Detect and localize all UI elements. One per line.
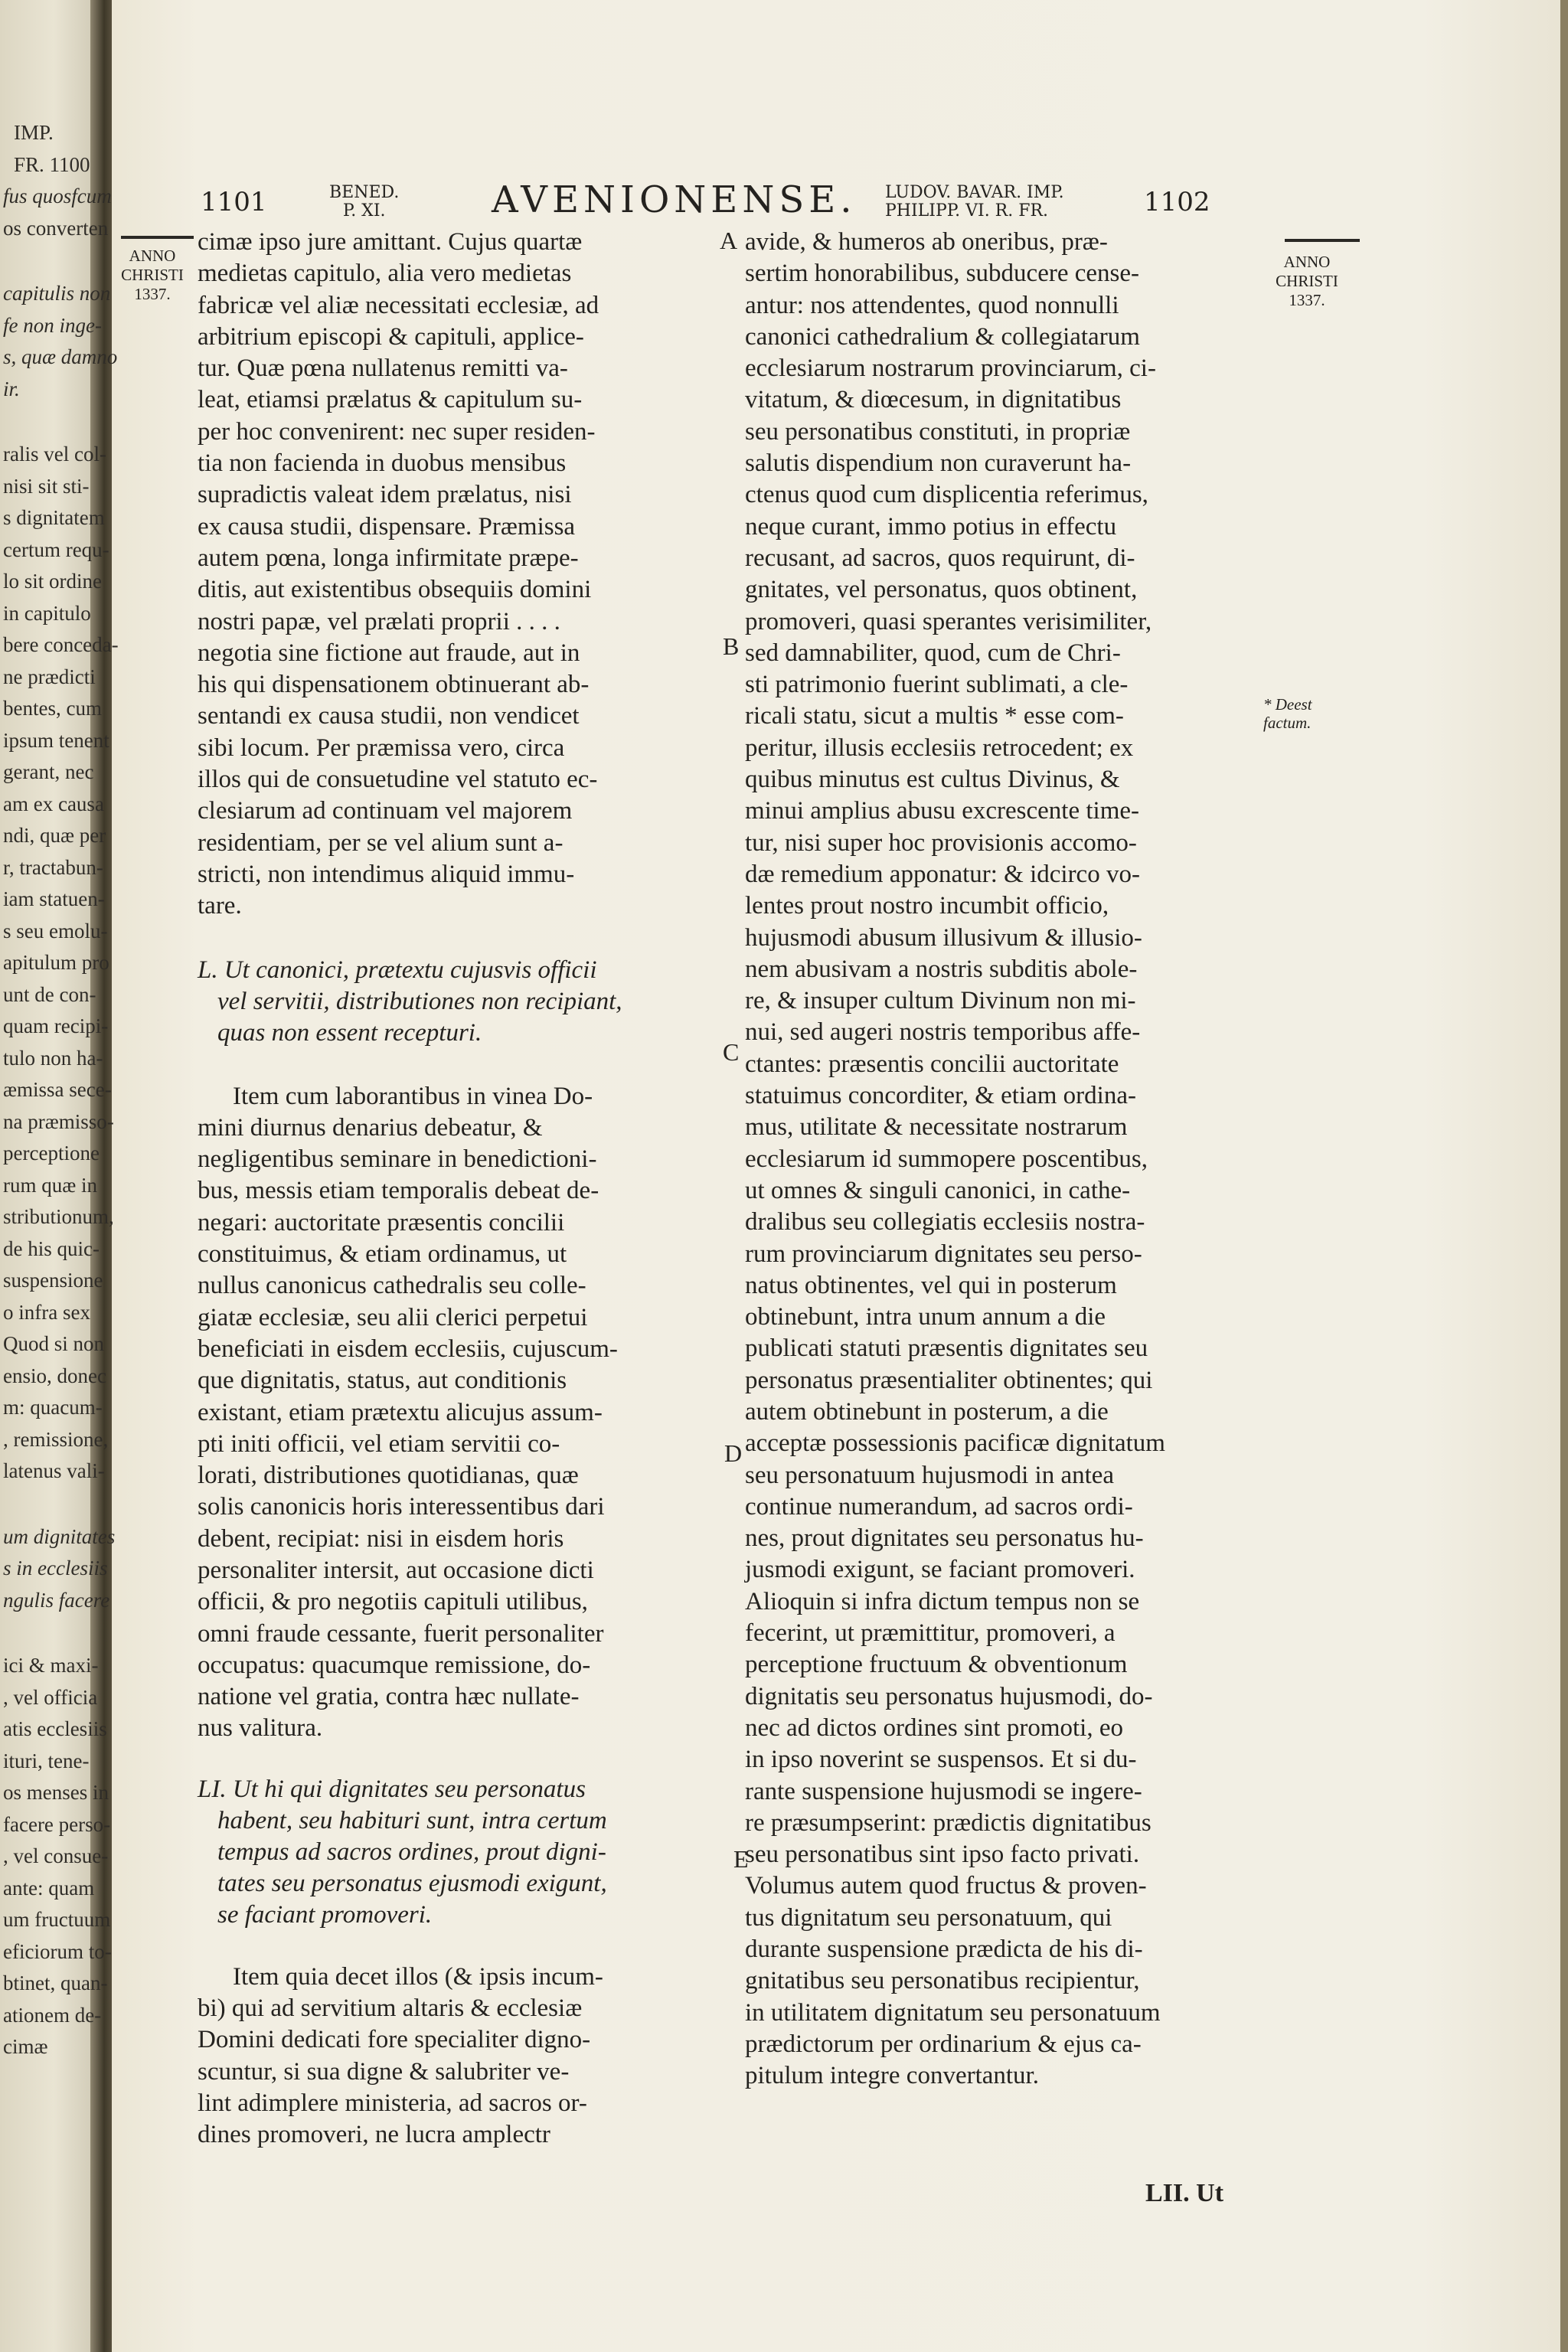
- text-line: Alioquin si infra dictum tempus non se: [745, 1587, 1140, 1615]
- text-line: avide, & humeros ab oneribus, præ-: [745, 228, 1108, 256]
- heading-section-l: [198, 955, 726, 1049]
- text-line: tia non facienda in duobus mensibus: [198, 449, 567, 478]
- text-line: scuntur, si sua digne & salubriter ve-: [198, 2057, 570, 2086]
- heading-line: quas non essent recepturi.: [217, 1018, 482, 1047]
- text-line: Item quia decet illos (& ipsis incum-: [233, 1962, 603, 1991]
- left-page-line: in capitulo: [3, 601, 91, 625]
- text-line: peritur, illusis ecclesiis retrocedent; ex: [745, 733, 1134, 762]
- text-line: giatæ ecclesiæ, seu alii clerici perpetui: [198, 1303, 588, 1331]
- text-line: personaliter intersit, aut occasione dicti: [198, 1556, 594, 1584]
- text-line: seu personatuum hujusmodi in antea: [745, 1461, 1115, 1489]
- left-page-line: ationem de-: [3, 2003, 102, 2027]
- page-edge: [1560, 0, 1568, 2352]
- left-page-line: ensio, donec: [3, 1364, 106, 1387]
- left-column: [198, 227, 726, 2151]
- text-line: obtinebunt, intra unum annum a die: [745, 1303, 1106, 1331]
- left-page-line: iam statuen-: [3, 887, 105, 910]
- text-line: statuimus concorditer, & etiam ordina-: [745, 1082, 1136, 1110]
- text-line: negligentibus seminare in benedictioni-: [198, 1145, 597, 1174]
- side-letter-d: D: [724, 1439, 743, 1467]
- left-page-line: ituri, tene-: [3, 1749, 90, 1772]
- left-page-line: um fructuum: [3, 1908, 111, 1931]
- left-page-line: , vel consue-: [3, 1844, 109, 1867]
- text-line: negotia sine fictione aut fraude, aut in: [198, 639, 580, 667]
- text-line: minui amplius abusu excrescente time-: [745, 797, 1140, 825]
- heading-line: tempus ad sacros ordines, prout digni-: [217, 1838, 606, 1866]
- left-page-line: am ex causa: [3, 792, 104, 815]
- left-page-line: unt de con-: [3, 982, 96, 1006]
- left-page-line: IMP.: [14, 121, 54, 144]
- left-page-line: btinet, quan-: [3, 1971, 108, 1994]
- text-line: residentiam, per se vel alium sunt a-: [198, 828, 564, 857]
- text-line: nullus canonicus cathedralis seu colle-: [198, 1272, 586, 1300]
- left-page-line: os converten: [3, 216, 109, 240]
- text-line: jusmodi exigunt, se faciant promoveri.: [745, 1556, 1135, 1584]
- catchword: LII. Ut: [1145, 2179, 1224, 2207]
- text-line: constituimus, & etiam ordinamus, ut: [198, 1240, 567, 1269]
- text-line: arbitrium episcopi & capituli, applice-: [198, 322, 584, 351]
- left-page-line: fe non inge-: [3, 313, 102, 337]
- text-line: que dignitatis, status, aut conditionis: [198, 1367, 567, 1395]
- text-line: nec ad dictos ordines sint promoti, eo: [745, 1713, 1123, 1742]
- left-page-line: ne prædicti: [3, 665, 96, 688]
- text-line: tus dignitatum seu personatuum, qui: [745, 1903, 1112, 1932]
- paragraph-section-l: [198, 1081, 726, 1745]
- left-page-line: bere conceda-: [3, 633, 119, 656]
- text-line: antur: nos attendentes, quod nonnulli: [745, 291, 1119, 319]
- heading-line: vel servitii, distributiones non recipiant,: [217, 987, 622, 1015]
- side-letter-a: A: [720, 227, 738, 254]
- text-line: Domini dedicati fore specialiter digno-: [198, 2026, 591, 2054]
- right-column: [745, 227, 1266, 2092]
- side-letter-e: E: [733, 1845, 749, 1873]
- text-line: in ipso noverint se suspensos. Et si du-: [745, 1746, 1137, 1774]
- anno-right: ANNO CHRISTI 1337.: [1276, 253, 1338, 309]
- left-page-line: na præmisso-: [3, 1109, 114, 1133]
- text-line: ex causa studii, dispensare. Præmissa: [198, 512, 576, 541]
- text-line: canonici cathedralium & collegiatarum: [745, 322, 1140, 351]
- page-number-right: 1102: [1144, 187, 1210, 217]
- text-line: neque curant, immo potius in effectu: [745, 512, 1117, 541]
- text-line: in utilitatem dignitatum seu personatuum: [745, 1998, 1161, 2027]
- text-line: ctenus quod cum displicentia referimus,: [745, 481, 1148, 509]
- text-line: mini diurnus denarius debeatur, &: [198, 1113, 543, 1142]
- left-page-line: ir.: [3, 377, 20, 400]
- text-line: sentandi ex causa studii, non vendicet: [198, 702, 580, 730]
- side-letter-c: C: [723, 1038, 740, 1066]
- text-line: ricali statu, sicut a multis * esse com-: [745, 702, 1124, 730]
- left-page-line: ipsum tenent: [3, 728, 109, 752]
- text-line: prædictorum per ordinarium & ejus ca-: [745, 2030, 1142, 2058]
- left-page-line: latenus vali-: [3, 1459, 105, 1482]
- text-line: ctantes: præsentis concilii auctoritate: [745, 1050, 1119, 1078]
- left-page-line: Quod si non: [3, 1332, 105, 1355]
- text-line: medietas capitulo, alia vero medietas: [198, 260, 572, 288]
- left-page-line: r, tractabun-: [3, 855, 103, 879]
- ludov-label: LUDOV. BAVAR. IMP. PHILIPP. VI. R. FR.: [885, 183, 1064, 220]
- left-page-line: s, quæ damno: [3, 345, 118, 368]
- left-page-line: æmissa sece-: [3, 1078, 112, 1101]
- text-line: fecerint, ut præmittitur, promoveri, a: [745, 1619, 1116, 1648]
- text-line: leat, etiamsi prælatus & capitulum su-: [198, 386, 583, 414]
- text-line: his qui dispensationem obtinuerant ab-: [198, 671, 590, 699]
- text-line: lorati, distributiones quotidianas, quæ: [198, 1462, 579, 1490]
- left-page-line: bentes, cum: [3, 697, 102, 720]
- text-line: hujusmodi abusum illusivum & illusio-: [745, 923, 1142, 952]
- text-line: per hoc convenirent: nec super residen-: [198, 417, 596, 446]
- text-line: durante suspensione prædicta de his di-: [745, 1936, 1143, 1964]
- text-line: dignitatis seu personatus hujusmodi, do-: [745, 1682, 1153, 1710]
- bened-label: BENED. P. XI.: [329, 183, 400, 220]
- text-line: debent, recipiat: nisi in eisdem horis: [198, 1524, 564, 1553]
- text-line: quibus minutus est cultus Divinus, &: [745, 766, 1120, 794]
- side-letter-b: B: [723, 632, 740, 660]
- left-page-line: ici & maxi-: [3, 1654, 99, 1677]
- text-line: recusant, ad sacros, quos requirunt, di-: [745, 544, 1135, 572]
- heading-line: LI. Ut hi qui dignitates seu personatus: [198, 1775, 586, 1803]
- text-line: cimæ ipso jure amittant. Cujus quartæ: [198, 228, 583, 256]
- marginal-note: * Deest factum.: [1263, 695, 1312, 732]
- left-page-line: fus quosfcum: [3, 185, 112, 207]
- text-line: nem abusivam a nostris subditis abole-: [745, 955, 1138, 983]
- text-line: existant, etiam prætextu alicujus assum-: [198, 1398, 603, 1426]
- left-page-line: o infra sex: [3, 1300, 90, 1324]
- text-line: clesiarum ad continuam vel majorem: [198, 797, 573, 825]
- text-line: bi) qui ad servitium altaris & ecclesiæ: [198, 1994, 583, 2023]
- text-line: perceptione fructuum & obventionum: [745, 1651, 1128, 1679]
- text-line: ditis, aut existentibus obsequiis domini: [198, 576, 592, 604]
- text-line: promoveri, quasi sperantes verisimiliter,: [745, 607, 1152, 635]
- rule-left: [121, 236, 194, 239]
- left-page-line: s dignitatem: [3, 506, 105, 529]
- left-page-line: um dignitates: [3, 1524, 116, 1548]
- text-line: lint adimplere ministeria, ad sacros or-: [198, 2089, 587, 2117]
- text-line: personatus præsentialiter obtinentes; qui: [745, 1366, 1153, 1394]
- text-line: natione vel gratia, contra hæc nullate-: [198, 1683, 580, 1711]
- text-line: illos qui de consuetudine vel statuto ec-: [198, 766, 598, 794]
- text-line: ecclesiarum id summopere poscentibus,: [745, 1145, 1148, 1173]
- heading-line: habent, seu habituri sunt, intra certum: [217, 1806, 607, 1834]
- text-line: nus valitura.: [198, 1714, 323, 1743]
- text-line: tare.: [198, 892, 242, 920]
- text-line: salutis dispendium non curaverunt ha-: [745, 449, 1132, 478]
- left-page-line: FR. 1100: [14, 152, 90, 176]
- text-line: nostri papæ, vel prælati proprii . . . .: [198, 607, 560, 635]
- text-line: dralibus seu collegiatis ecclesiis nostra-: [745, 1208, 1145, 1236]
- left-page-line: certum requ-: [3, 537, 109, 561]
- text-line: rante suspensione hujusmodi se ingere-: [745, 1777, 1142, 1805]
- text-line: sed damnabiliter, quod, cum de Chri-: [745, 639, 1121, 667]
- text-line: re, & insuper cultum Divinum non mi-: [745, 987, 1136, 1015]
- anno-left: ANNO CHRISTI 1337.: [121, 247, 184, 303]
- text-line: pitulum integre convertantur.: [745, 2062, 1039, 2090]
- text-line: nes, prout dignitates seu personatus hu-: [745, 1524, 1144, 1553]
- text-line: ut omnes & singuli canonici, in cathe-: [745, 1176, 1131, 1204]
- text-line: Volumus autem quod fructus & proven-: [745, 1872, 1147, 1900]
- text-line: dines promoveri, ne lucra amplectr: [198, 2121, 550, 2149]
- text-line: acceptæ possessionis pacificæ dignitatum: [745, 1429, 1165, 1458]
- left-page-line: m: quacum-: [3, 1396, 103, 1419]
- left-page-line: ngulis facere: [3, 1588, 110, 1612]
- left-page-line: stributionum,: [3, 1205, 114, 1228]
- text-line: occupatus: quacumque remissione, do-: [198, 1651, 591, 1679]
- left-page-line: , remissione,: [3, 1427, 109, 1451]
- text-line: publicati statuti præsentis dignitates seu: [745, 1334, 1148, 1363]
- left-page-line: capitulis non: [3, 282, 111, 305]
- left-page-line: apitulum pro: [3, 951, 109, 974]
- left-page-line: ndi, quæ per: [3, 824, 106, 847]
- left-page-line: cimæ: [3, 2035, 48, 2058]
- text-line: bus, messis etiam temporalis debeat de-: [198, 1177, 599, 1205]
- left-page-line: nisi sit sti-: [3, 474, 90, 498]
- left-page-line: s in ecclesiis: [3, 1557, 108, 1579]
- text-line: officii, & pro negotiis capituli utilibus,: [198, 1588, 588, 1616]
- text-line: rum provinciarum dignitates seu perso-: [745, 1240, 1142, 1268]
- heading-line: L. Ut canonici, prætextu cujusvis officii: [198, 956, 597, 984]
- text-line: autem pœna, longa infirmitate præpe-: [198, 544, 579, 572]
- text-line: natus obtinentes, vel qui in posterum: [745, 1271, 1117, 1299]
- left-page-line: gerant, nec: [3, 760, 94, 783]
- heading-section-li: [198, 1774, 726, 1931]
- left-page-line: facere perso-: [3, 1812, 111, 1836]
- left-page-line: , vel officia: [3, 1685, 98, 1709]
- text-line: nui, sed augeri nostris temporibus affe-: [745, 1018, 1141, 1047]
- text-line: solis canonicis horis interessentibus dari: [198, 1493, 605, 1521]
- left-page-line: perceptione: [3, 1142, 100, 1165]
- left-page-line: de his quic-: [3, 1236, 100, 1260]
- text-line: mus, utilitate & necessitate nostrarum: [745, 1113, 1128, 1142]
- text-line: autem obtinebunt in posterum, a die: [745, 1397, 1109, 1426]
- text-line: seu personatibus sint ipso facto privati.: [745, 1841, 1140, 1869]
- text-line: vitatum, & diœcesum, in dignitatibus: [745, 386, 1122, 414]
- left-page-line: ante: quam: [3, 1876, 95, 1900]
- paragraph-decree-end: [198, 227, 726, 923]
- left-page-line: suspensione: [3, 1269, 103, 1292]
- text-line: sibi locum. Per præmissa vero, circa: [198, 733, 565, 762]
- text-line: continue numerandum, ad sacros ordi-: [745, 1492, 1133, 1521]
- left-page-line: eficiorum to-: [3, 1939, 112, 1963]
- text-line: gnitates, vel personatus, quos obtinent,: [745, 576, 1138, 604]
- text-line: Item cum laborantibus in vinea Do-: [233, 1082, 593, 1110]
- text-line: seu personatibus constituti, in propriæ: [745, 417, 1131, 446]
- text-line: tur. Quæ pœna nullatenus remitti va-: [198, 354, 568, 383]
- text-line: dæ remedium apponatur: & idcirco vo-: [745, 860, 1140, 888]
- text-line: sti patrimonio fuerint sublimati, a cle-: [745, 671, 1129, 699]
- text-line: omni fraude cessante, fuerit personaliter: [198, 1619, 604, 1648]
- text-line: negari: auctoritate præsentis concilii: [198, 1208, 565, 1236]
- left-page-line: tulo non ha-: [3, 1046, 103, 1070]
- left-page-line: lo sit ordine: [3, 570, 102, 593]
- text-line: fabricæ vel aliæ necessitati ecclesiæ, ad: [198, 291, 599, 319]
- text-line: sertim honorabilibus, subducere cense-: [745, 260, 1140, 288]
- rule-right: [1285, 239, 1360, 242]
- left-page-line: rum quæ in: [3, 1173, 98, 1197]
- heading-line: tates seu personatus ejusmodi exigunt,: [217, 1869, 607, 1897]
- paragraph-section-li: [198, 1962, 726, 2151]
- text-line: stricti, non intendimus aliquid immu-: [198, 860, 575, 888]
- text-line: supradictis valeat idem prælatus, nisi: [198, 481, 572, 509]
- page-title: AVENIONENSE.: [492, 178, 857, 221]
- text-line: lentes prout nostro incumbit officio,: [745, 892, 1109, 920]
- text-line: re præsumpserint: prædictis dignitatibus: [745, 1808, 1152, 1837]
- left-page-line: atis ecclesiis: [3, 1717, 107, 1740]
- left-page-line: s seu emolu-: [3, 919, 108, 942]
- text-line: tur, nisi super hoc provisionis accomo-: [745, 828, 1137, 857]
- left-page-line: os menses in: [3, 1781, 109, 1804]
- page-number-left: 1101: [201, 187, 267, 217]
- heading-line: se faciant promoveri.: [217, 1900, 433, 1929]
- left-page-line: quam recipi-: [3, 1014, 109, 1037]
- left-page-line: ralis vel col-: [3, 443, 106, 466]
- text-line: pti initi officii, vel etiam servitii co-: [198, 1429, 560, 1458]
- text-line: beneficiati in eisdem ecclesiis, cujuscum-: [198, 1334, 618, 1363]
- text-line: ecclesiarum nostrarum provinciarum, ci-: [745, 354, 1156, 383]
- text-line: gnitatibus seu personatibus recipientur,: [745, 1967, 1140, 1995]
